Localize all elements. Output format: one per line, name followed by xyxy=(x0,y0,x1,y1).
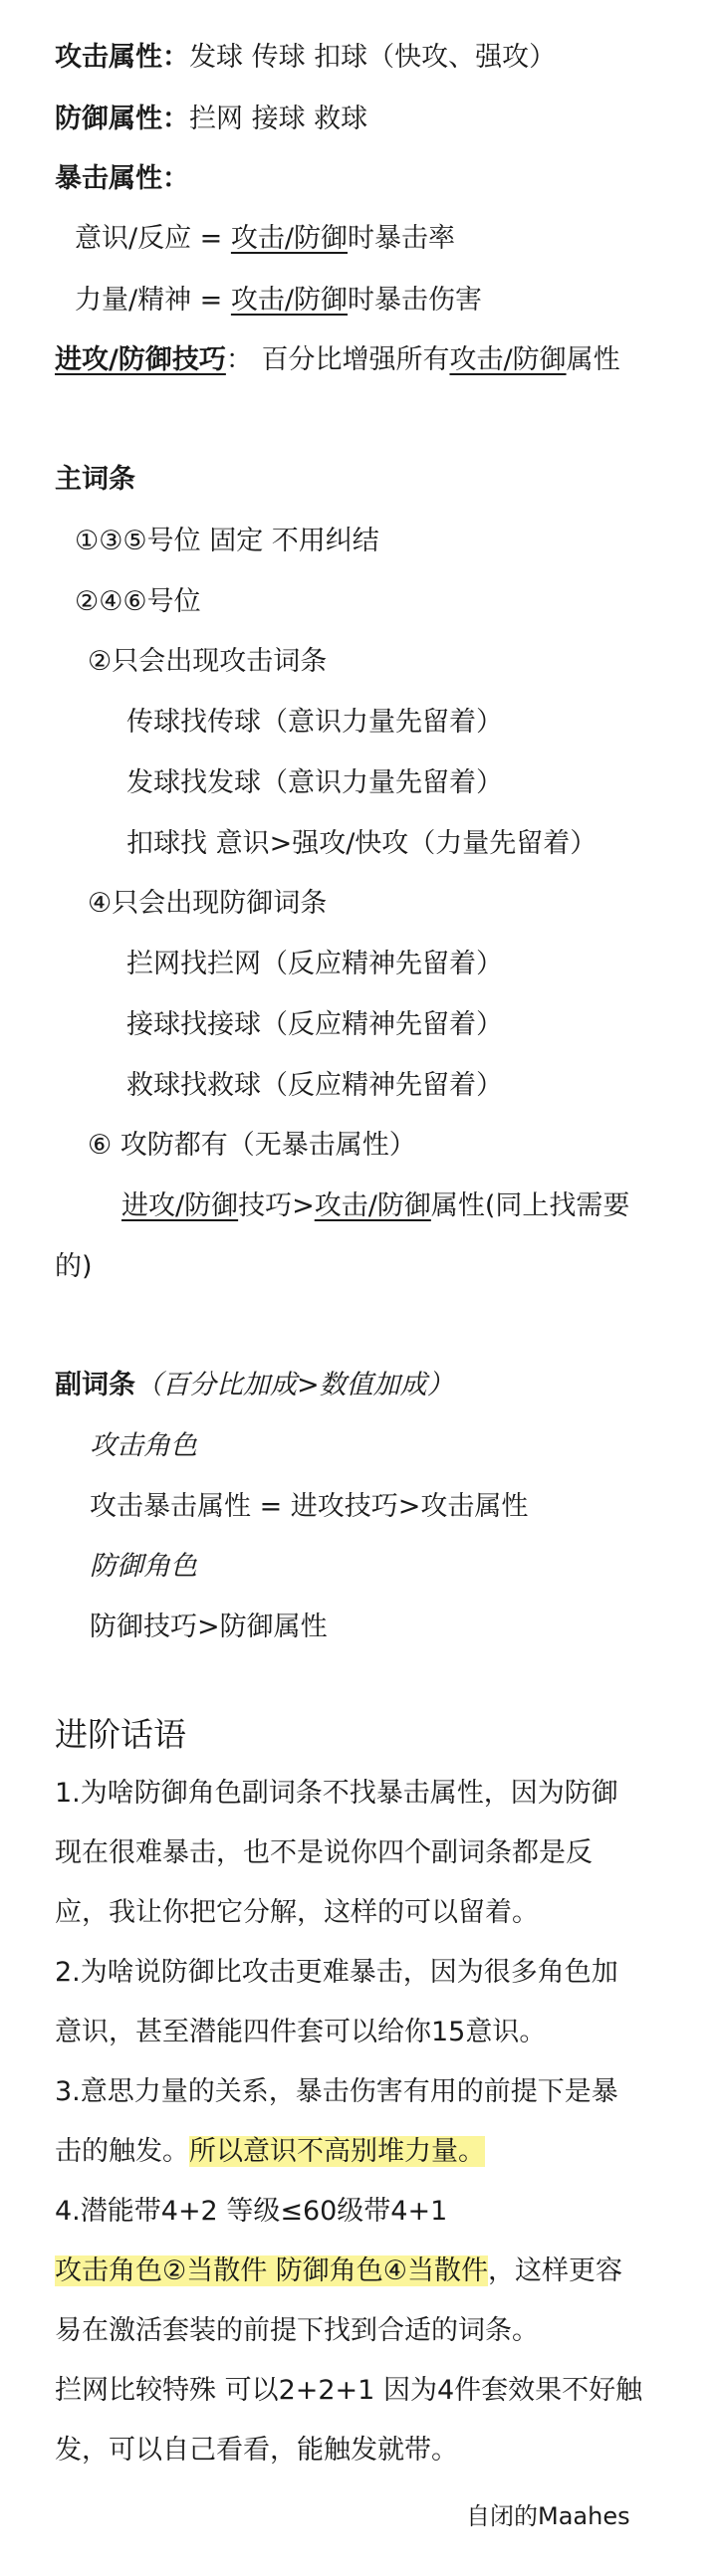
main-stats-line-1: ①③⑤号位 固定 不用纠结 xyxy=(75,526,379,556)
main-stats-line-3: ②只会出现攻击词条 xyxy=(88,646,328,677)
main-line-12-u1: 进攻/防御 xyxy=(121,1190,239,1221)
skill-line xyxy=(55,340,620,380)
main-stats-line-12 xyxy=(121,1186,629,1226)
advanced-line-9-text: ，这样更容 xyxy=(488,2255,622,2286)
advanced-line-12: 发，可以自己看看，能触发就带。 xyxy=(55,2435,458,2466)
defense-attr-text: 拦网 接球 救球 xyxy=(189,104,368,134)
advanced-line-3: 应，我让你把它分解，这样的可以留着。 xyxy=(55,1897,539,1928)
defense-attr-label: 防御属性： xyxy=(55,104,189,134)
main-stats-line-13: 的) xyxy=(55,1251,93,1282)
sub-stats-note: （百分比加成>数值加成） xyxy=(135,1370,454,1400)
advanced-line-1: 1.为啥防御角色副词条不找暴击属性，因为防御 xyxy=(55,1778,618,1809)
crit-attr-line xyxy=(55,159,189,199)
main-stats-line-6: 扣球找 意识>强攻/快攻（力量先留着） xyxy=(126,828,598,859)
skill-text-a: ： 百分比增强所有 xyxy=(225,344,450,375)
crit-rate-prefix: 意识/反应 = xyxy=(75,223,231,254)
sub-stats-heading-line xyxy=(55,1366,454,1405)
advanced-line-11: 拦网比较特殊 可以2+2+1 因为4件套效果不好触 xyxy=(55,2375,643,2406)
skill-text-underlined: 攻击/防御 xyxy=(449,344,567,375)
main-stats-line-8: 拦网找拦网（反应精神先留着） xyxy=(126,949,503,979)
sub-stats-line-1: 攻击角色 xyxy=(90,1430,197,1461)
crit-rate-line xyxy=(75,219,455,259)
attack-attr-label: 攻击属性： xyxy=(55,42,189,73)
advanced-line-6: 3.意思力量的关系，暴击伤害有用的前提下是暴 xyxy=(55,2076,618,2107)
main-stats-line-9: 接球找接球（反应精神先留着） xyxy=(126,1009,503,1040)
sub-stats-heading: 副词条 xyxy=(55,1370,135,1400)
advanced-line-4: 2.为啥说防御比攻击更难暴击，因为很多角色加 xyxy=(55,1957,618,1988)
author-signature: 自闭的Maahes xyxy=(466,2502,630,2530)
attack-attr-text: 发球 传球 扣球（快攻、强攻） xyxy=(189,42,557,73)
advanced-line-7-text: 击的触发。 xyxy=(55,2136,189,2167)
advanced-line-7-highlight: 所以意识不高别堆力量。 xyxy=(189,2136,485,2167)
crit-damage-underlined: 攻击/防御 xyxy=(230,285,348,316)
advanced-line-5: 意识，甚至潜能四件套可以给你15意识。 xyxy=(55,2017,547,2047)
main-stats-line-2: ②④⑥号位 xyxy=(75,586,201,617)
advanced-line-10: 易在激活套装的前提下找到合适的词条。 xyxy=(55,2315,539,2346)
advanced-heading: 进阶话语 xyxy=(55,1715,186,1754)
main-line-12-t1: 技巧> xyxy=(238,1190,315,1221)
main-stats-line-10: 救球找救球（反应精神先留着） xyxy=(126,1070,503,1101)
advanced-line-8: 4.潜能带4+2 等级≤60级带4+1 xyxy=(55,2196,448,2227)
defense-attr-line xyxy=(55,100,367,139)
crit-rate-underlined: 攻击/防御 xyxy=(230,223,348,254)
crit-damage-suffix: 时暴击伤害 xyxy=(348,285,482,316)
sub-stats-line-4: 防御技巧>防御属性 xyxy=(90,1611,328,1642)
crit-rate-suffix: 时暴击率 xyxy=(348,223,455,254)
main-line-12-u2: 攻击/防御 xyxy=(314,1190,431,1221)
main-line-12-t2: 属性(同上找需要 xyxy=(430,1190,630,1221)
sub-stats-line-2: 攻击暴击属性 = 进攻技巧>攻击属性 xyxy=(90,1491,529,1522)
advanced-line-2: 现在很难暴击，也不是说你四个副词条都是反 xyxy=(55,1837,593,1868)
crit-damage-line xyxy=(75,281,482,321)
main-stats-line-4: 传球找传球（意识力量先留着） xyxy=(126,707,503,738)
main-stats-line-11: ⑥ 攻防都有（无暴击属性） xyxy=(88,1130,416,1161)
main-stats-heading: 主词条 xyxy=(55,464,135,495)
advanced-line-9 xyxy=(55,2252,622,2291)
crit-damage-prefix: 力量/精神 = xyxy=(75,285,231,316)
crit-attr-label: 暴击属性： xyxy=(55,163,189,194)
main-stats-line-5: 发球找发球（意识力量先留着） xyxy=(126,767,503,798)
skill-label: 进攻/防御技巧 xyxy=(55,344,226,375)
sub-stats-line-3: 防御角色 xyxy=(90,1551,197,1582)
skill-text-b: 属性 xyxy=(566,344,620,375)
advanced-line-9-highlight: 攻击角色②当散件 防御角色④当散件 xyxy=(55,2255,488,2286)
advanced-line-7 xyxy=(55,2132,485,2172)
main-stats-line-7: ④只会出现防御词条 xyxy=(88,888,328,919)
attack-attr-line xyxy=(55,38,556,78)
